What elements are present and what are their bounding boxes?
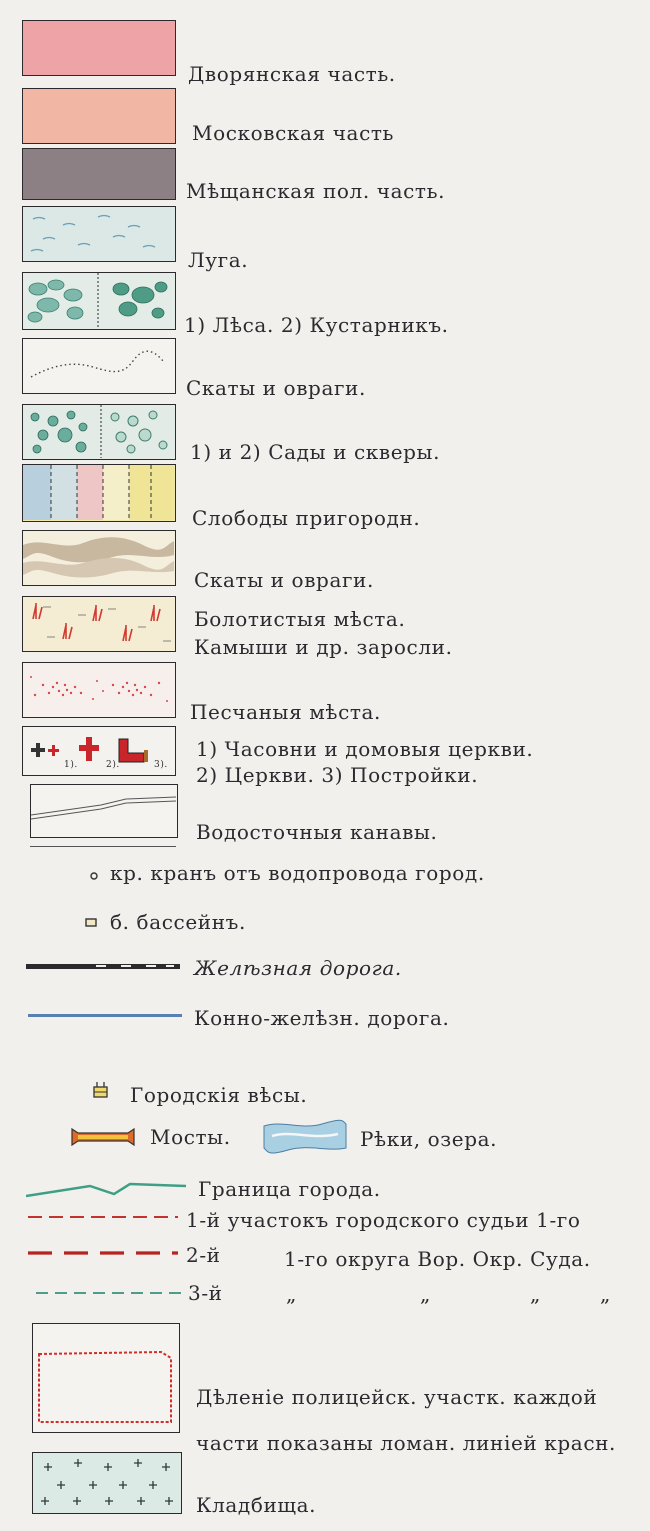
city-boundary-line-icon	[26, 1176, 186, 1200]
swatch-meadows	[22, 206, 176, 262]
label-rivers: Рѣки, озера.	[360, 1127, 498, 1151]
swatch-suburbs	[22, 464, 176, 522]
swatch-swamps	[22, 596, 176, 652]
district-2-line-icon	[28, 1249, 178, 1257]
label-cemeteries: Кладбища.	[196, 1493, 317, 1517]
swatch-slopes-wavy	[22, 530, 176, 586]
swatch-moscow-quarter	[22, 88, 176, 144]
label-forest-shrubs: 1) Лѣса. 2) Кустарникъ.	[184, 313, 449, 337]
ditto-mark-2: „	[420, 1282, 431, 1306]
swatch-drainage-ditches	[30, 784, 178, 838]
bridge-icon	[70, 1127, 136, 1147]
swatch-gardens	[22, 404, 176, 460]
church-mark-1: 1).	[64, 760, 78, 770]
ditto-mark-1: „	[286, 1282, 297, 1306]
church-mark-2: 2).	[106, 760, 120, 770]
label-slopes-dotted: Скаты и овраги.	[186, 376, 366, 400]
label-slopes-wavy: Скаты и овраги.	[194, 568, 374, 592]
label-hydrant: кр. кранъ отъ водопровода город.	[110, 861, 485, 885]
label-city-boundary: Граница города.	[198, 1177, 381, 1201]
label-horse-tramway: Конно-желѣзн. дорога.	[194, 1006, 450, 1030]
label-railway: Желѣзная дорога.	[194, 956, 402, 980]
label-bridges: Мосты.	[150, 1125, 231, 1149]
label-meshchanskaya-quarter: Мѣщанская пол. часть.	[186, 179, 446, 203]
divider-line	[30, 846, 176, 847]
ditto-mark-3: „	[530, 1282, 541, 1306]
hydrant-icon	[88, 870, 100, 882]
swatch-sands	[22, 662, 176, 718]
label-district-2: 1-го округа Вор. Окр. Суда.	[284, 1247, 591, 1271]
ditto-mark-4: „	[600, 1282, 611, 1306]
label-meadows: Луга.	[188, 248, 249, 272]
swatch-noble-quarter	[22, 20, 176, 76]
label-police-division-line1: Дѣленіе полицейск. участк. каждой	[196, 1385, 598, 1409]
label-suburbs: Слободы пригородн.	[192, 506, 421, 530]
district-3-line-icon	[36, 1290, 186, 1296]
label-district-3-prefix: 3-й	[188, 1281, 223, 1305]
label-moscow-quarter: Московская часть	[192, 121, 395, 145]
horse-tramway-line-icon	[28, 1013, 182, 1019]
swatch-slopes-dotted	[22, 338, 176, 394]
swatch-forest-shrubs	[22, 272, 176, 330]
label-police-division-line2: части показаны ломан. линіей красн.	[196, 1431, 617, 1455]
river-icon	[262, 1118, 348, 1154]
swatch-meshchanskaya-quarter	[22, 148, 176, 200]
district-1-line-icon	[28, 1214, 178, 1220]
label-district-2-prefix: 2-й	[186, 1243, 221, 1267]
label-sands: Песчаныя мѣста.	[190, 700, 382, 724]
swatch-churches	[22, 726, 176, 776]
label-gardens: 1) и 2) Сады и скверы.	[190, 440, 441, 464]
label-churches-line1: 1) Часовни и домовыя церкви.	[196, 737, 534, 761]
label-city-scales: Городскія вѣсы.	[130, 1083, 308, 1107]
church-mark-3: 3).	[154, 760, 168, 770]
label-drainage-ditches: Водосточныя канавы.	[196, 820, 438, 844]
label-basin: б. бассейнъ.	[110, 910, 246, 934]
swatch-police-division	[32, 1323, 180, 1433]
railway-line-icon	[26, 962, 180, 972]
swatch-cemeteries	[32, 1452, 182, 1514]
city-scales-icon	[92, 1080, 110, 1100]
label-noble-quarter: Дворянская часть.	[188, 62, 396, 86]
label-churches-line2: 2) Церкви. 3) Постройки.	[196, 763, 479, 787]
label-swamps-line2: Камыши и др. заросли.	[194, 635, 453, 659]
basin-icon	[84, 917, 98, 929]
label-swamps-line1: Болотистыя мѣста.	[194, 607, 406, 631]
label-district-1: 1-й участокъ городского судьи 1-го	[186, 1208, 581, 1232]
